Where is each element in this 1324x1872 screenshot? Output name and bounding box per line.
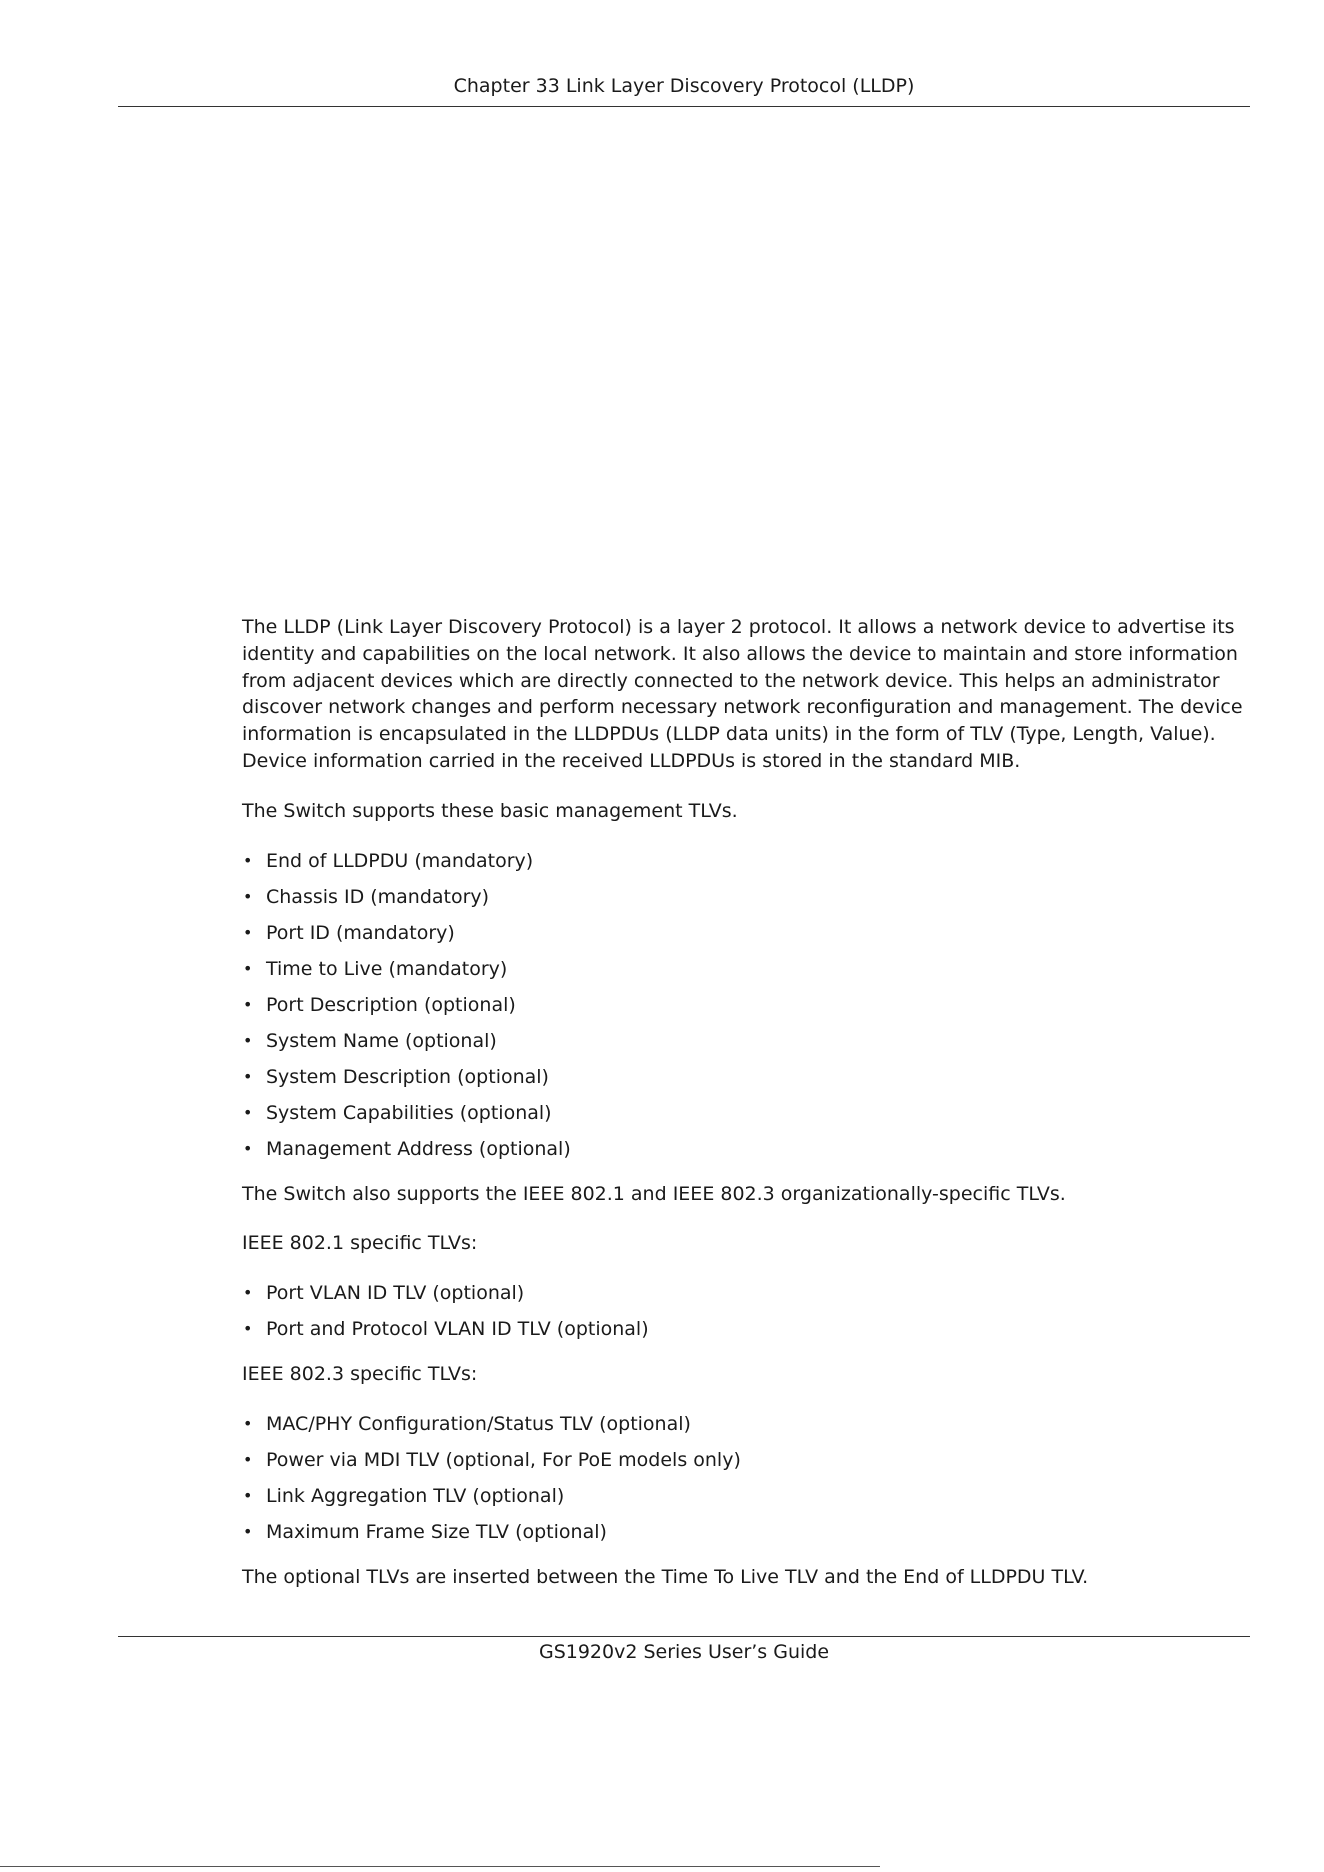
list-item-text: End of LLDPDU (mandatory) <box>266 849 534 872</box>
ieee8021-tlvs-list <box>242 1280 1252 1352</box>
list-item <box>242 1411 1252 1447</box>
scan-edge-line <box>0 1866 880 1867</box>
bullet-icon: • <box>243 994 253 1014</box>
bullet-icon: • <box>243 886 253 906</box>
list-item <box>242 992 1252 1028</box>
ieee8023-tlvs-list <box>242 1411 1252 1555</box>
page-header: Chapter 33 Link Layer Discovery Protocol (LLDP) <box>453 75 915 97</box>
list-item-text: MAC/PHY Configuration/Status TLV (optional) <box>266 1412 691 1435</box>
bullet-icon: • <box>243 1283 253 1303</box>
list-item <box>242 1136 1252 1172</box>
ieee8023-heading: IEEE 802.3 specific TLVs: <box>242 1363 478 1386</box>
header-divider <box>118 106 1250 107</box>
list-item <box>242 1447 1252 1483</box>
bullet-icon: • <box>243 958 253 978</box>
page-footer: GS1920v2 Series User’s Guide <box>538 1641 830 1663</box>
list-item <box>242 1280 1252 1316</box>
bullet-icon: • <box>243 1485 253 1505</box>
list-item <box>242 1519 1252 1555</box>
list-item-text: Link Aggregation TLV (optional) <box>266 1484 565 1507</box>
bullet-icon: • <box>243 1319 253 1339</box>
bullet-icon: • <box>243 1449 253 1469</box>
bullet-icon: • <box>243 1066 253 1086</box>
list-item-text: Time to Live (mandatory) <box>266 957 508 980</box>
footer-divider <box>118 1636 1250 1637</box>
list-item-text: Chassis ID (mandatory) <box>266 885 490 908</box>
list-item <box>242 920 1252 956</box>
basic-tlvs-intro: The Switch supports these basic management TLVs. <box>242 799 738 822</box>
list-item-text: System Description (optional) <box>266 1065 549 1088</box>
list-item <box>242 1100 1252 1136</box>
list-item <box>242 884 1252 920</box>
list-item-text: System Name (optional) <box>266 1029 497 1052</box>
list-item <box>242 1028 1252 1064</box>
bullet-icon: • <box>243 1102 253 1122</box>
list-item <box>242 1316 1252 1352</box>
org-tlvs-intro: The Switch also supports the IEEE 802.1 and IEEE 802.3 organizationally-specific TLVs. <box>242 1182 1066 1205</box>
list-item-text: System Capabilities (optional) <box>266 1101 552 1124</box>
list-item <box>242 1064 1252 1100</box>
bullet-icon: • <box>243 1413 253 1433</box>
list-item-text: Port ID (mandatory) <box>266 921 455 944</box>
bullet-icon: • <box>243 1521 253 1541</box>
list-item-text: Port VLAN ID TLV (optional) <box>266 1282 525 1305</box>
list-item <box>242 848 1252 884</box>
bullet-icon: • <box>243 1138 253 1158</box>
page-content <box>242 614 1252 1614</box>
list-item-text: Port and Protocol VLAN ID TLV (optional) <box>266 1318 649 1341</box>
list-item-text: Management Address (optional) <box>266 1137 571 1160</box>
list-item-text: Maximum Frame Size TLV (optional) <box>266 1520 607 1543</box>
list-item-text: Port Description (optional) <box>266 993 516 1016</box>
bullet-icon: • <box>243 922 253 942</box>
list-item-text: Power via MDI TLV (optional, For PoE models only) <box>266 1448 741 1471</box>
ieee8021-heading: IEEE 802.1 specific TLVs: <box>242 1232 478 1255</box>
list-item <box>242 956 1252 992</box>
bullet-icon: • <box>243 850 253 870</box>
bullet-icon: • <box>243 1030 253 1050</box>
basic-tlvs-list <box>242 848 1252 1172</box>
intro-paragraph: The LLDP (Link Layer Discovery Protocol) is a layer 2 protocol. It allows a network device to advertise its identity and capabilities on the local network. It also allows the device to maintain and store information from adjacent devices which are directly connected to the network device. This helps an administrator discover network changes and perform necessary network reconfiguration and management. The device information is encapsulated in the LLDPDUs (LLDP data units) in the form of TLV (Type, Length, Value). Device information carried in the received LLDPDUs is stored in the standard MIB. <box>242 616 1243 772</box>
closing-paragraph: The optional TLVs are inserted between the Time To Live TLV and the End of LLDPDU TLV. <box>242 1565 1089 1588</box>
list-item <box>242 1483 1252 1519</box>
